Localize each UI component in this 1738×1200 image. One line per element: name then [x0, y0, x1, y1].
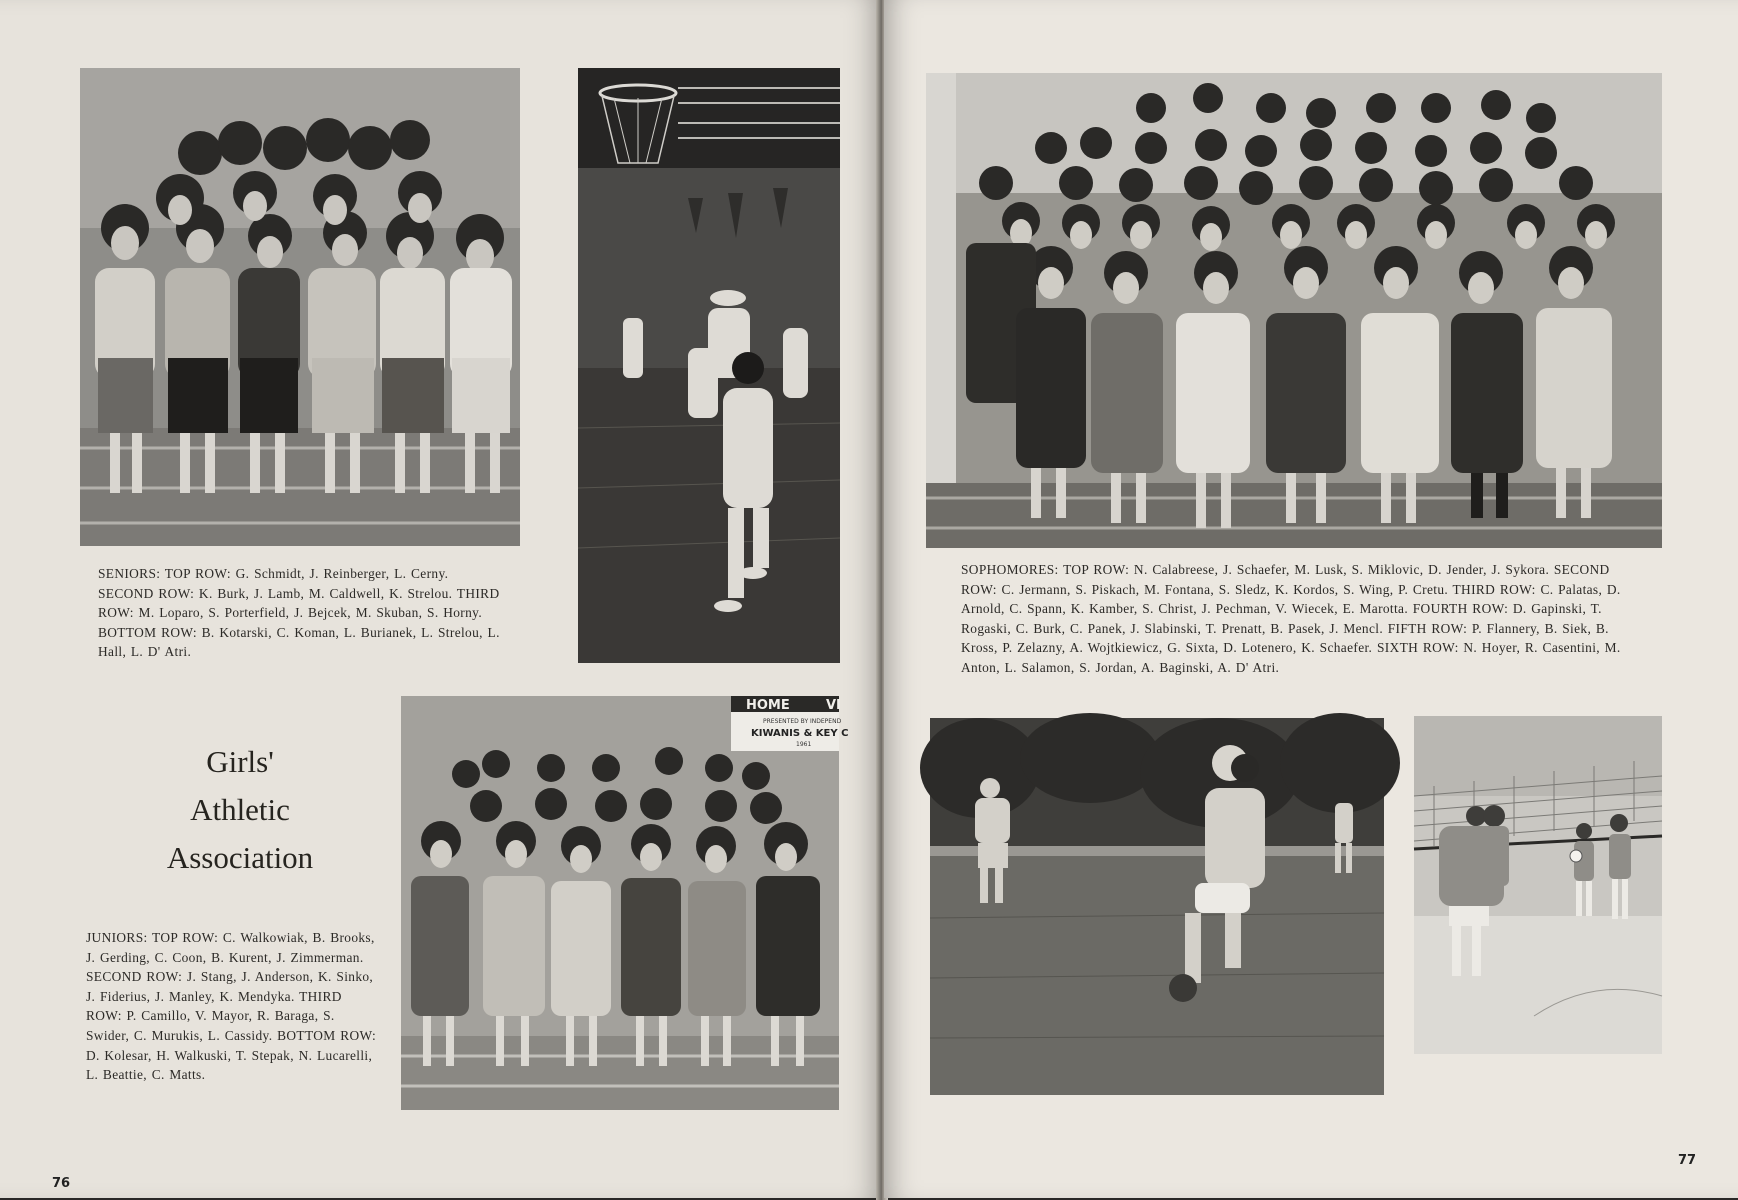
title-line-3: Association	[166, 840, 314, 875]
page-number-left: 76	[52, 1176, 71, 1191]
page-number-right: 77	[1678, 1153, 1697, 1168]
sophomores-group-photo	[926, 73, 1662, 548]
section-title	[150, 738, 330, 882]
scoreboard-visitor-text: VI	[826, 698, 841, 713]
title-line-2: Athletic	[190, 792, 290, 827]
juniors-caption: JUNIORS: TOP ROW: C. Walkowiak, B. Brooks, J. Gerding, C. Coon, B. Kurent, J. Zimmerman. SECOND ROW: J. Stang, J. Anderson, K. Sinko, J. Fiderius, J. Manley, K. Mendyka. THIRD ROW: P. Camillo, V. Mayor, R. Baraga, S. Swider, C. Murukis, L. Cassidy. BOTTOM ROW: D. Kolesar, H. Walkuski, T. Stepak, N. Lucarelli, L. Beattie, C. Matts.	[86, 930, 377, 1083]
seniors-group-photo	[80, 68, 520, 546]
volleyball-photo	[1414, 716, 1662, 1054]
gym-basketball-photo	[578, 68, 840, 663]
scoreboard-presented-text: PRESENTED BY INDEPEND	[763, 718, 842, 725]
outdoor-soccer-photo	[930, 718, 1384, 1095]
title-line-1: Girls'	[206, 744, 274, 779]
seniors-caption: SENIORS: TOP ROW: G. Schmidt, J. Reinberger, L. Cerny. SECOND ROW: K. Burk, J. Lamb, M. Caldwell, K. Strelou. THIRD ROW: M. Loparo, S. Porterfield, J. Bejcek, M. Skuban, S. Horny. BOTTOM ROW: B. Kotarski, C. Koman, L. Burianek, L. Strelou, L. Hall, L. D' Atri.	[98, 566, 500, 660]
sophomores-caption: SOPHOMORES: TOP ROW: N. Calabreese, J. Schaefer, M. Lusk, S. Miklovic, D. Jender, J. Sykora. SECOND ROW: C. Jermann, S. Piskach, M. Fontana, S. Sledz, K. Kordos, S. Wing, P. Cretu. THIRD ROW: C. Palatas, D. Arnold, C. Spann, K. Kamber, S. Christ, J. Pechman, V. Wiecek, E. Marotta. FOURTH ROW: D. Gapinski, T. Rogaski, C. Burk, C. Panek, J. Slabinski, T. Prenatt, B. Pasek, J. Mencl. FIFTH ROW: P. Flannery, B. Siek, B. Kross, P. Zelazny, A. Wojtkiewicz, G. Sixta, D. Lotenero, K. Schaefer. SIXTH ROW: N. Hoyer, R. Casentini, M. Anton, L. Salamon, S. Jordan, A. Baginski, A. D' Atri.	[961, 562, 1621, 675]
scoreboard-home-text: HOME	[746, 698, 790, 713]
right-page	[884, 0, 1738, 1198]
juniors-group-photo	[401, 696, 849, 1110]
scoreboard-club-text: KIWANIS & KEY C	[751, 728, 849, 739]
scoreboard-year-text: 1961	[796, 741, 812, 748]
